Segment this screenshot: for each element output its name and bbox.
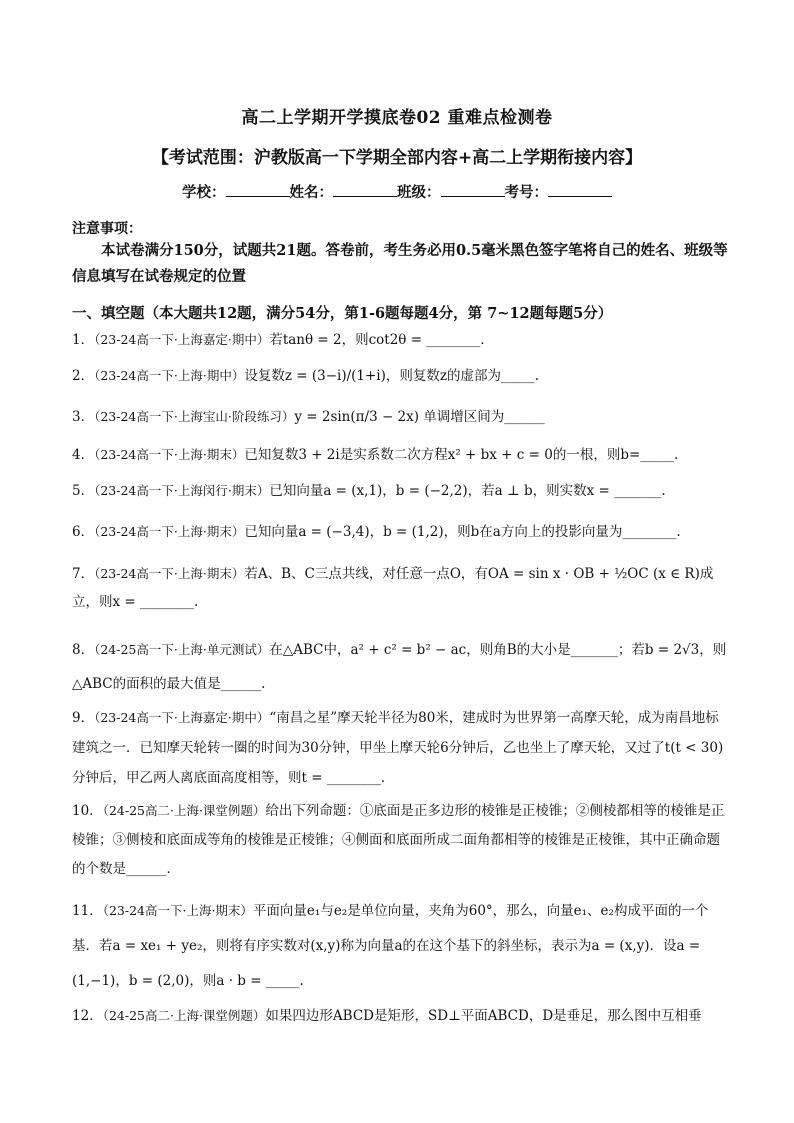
question-number: 7． bbox=[72, 566, 95, 582]
question-1 bbox=[72, 326, 728, 354]
question-text: 平面向量e₁与e₂是单位向量，夹角为60°，那么，向量e₁、e₂构成平面的一个基．若a = xe₁ + ye₂，则将有序实数对(x,y)称为向量a的在这个基下的斜坐标，表示为a = (x,y)．设a = (1,−1)，b = (2,0)，则a · b = _____. bbox=[72, 903, 709, 989]
question-number: 2． bbox=[72, 368, 95, 384]
question-number: 4． bbox=[72, 447, 95, 463]
question-text: 已知向量a = (x,1)，b = (−2,2)，若a ⊥ b，则实数x = _______. bbox=[269, 483, 666, 499]
notice-heading: 注意事项： bbox=[72, 221, 142, 237]
school-blank[interactable] bbox=[226, 196, 290, 197]
question-12 bbox=[72, 1002, 728, 1030]
question-number: 9． bbox=[72, 710, 95, 726]
exam-scope: 【考试范围：沪教版高一下学期全部内容+高二上学期衔接内容】 bbox=[151, 148, 643, 168]
question-number: 8． bbox=[72, 642, 95, 658]
class-blank[interactable] bbox=[441, 196, 505, 197]
question-4 bbox=[72, 441, 728, 469]
student-info-line bbox=[0, 181, 794, 202]
name-blank[interactable] bbox=[333, 196, 397, 197]
name-label: 姓名： bbox=[289, 184, 333, 201]
question-text: 若A、B、C三点共线，对任意一点O，有OA = sin x · OB + ½OC (x ∈ R)成立，则x = ________. bbox=[72, 566, 714, 610]
number-blank[interactable] bbox=[548, 196, 612, 197]
question-number: 12． bbox=[72, 1008, 103, 1024]
question-number: 1． bbox=[72, 332, 95, 348]
question-text: y = 2sin(π/3 − 2x) 单调增区间为______ bbox=[294, 409, 545, 425]
notice-body: 本试卷满分150分，试题共21题。答卷前，考生务必用0.5毫米黑色签字笔将自己的姓名、班级等信息填写在试卷规定的位置 bbox=[72, 242, 728, 285]
question-source: （23-24高一下·上海·期末） bbox=[102, 903, 253, 918]
question-8 bbox=[72, 633, 728, 701]
class-label: 班级： bbox=[397, 184, 441, 201]
school-label: 学校： bbox=[182, 184, 226, 201]
question-source: （23-24高一下·上海嘉定·期中） bbox=[94, 332, 270, 347]
question-source: （24-25高二·上海·课堂例题） bbox=[102, 1008, 266, 1023]
question-number: 10． bbox=[72, 803, 103, 819]
question-number: 11． bbox=[72, 903, 103, 919]
question-text: 如果四边形ABCD是矩形，SD⊥平面ABCD，D是垂足，那么图中互相垂 bbox=[265, 1008, 702, 1024]
question-9 bbox=[72, 703, 728, 793]
question-source: （23-24高一下·上海宝山·阶段练习） bbox=[94, 409, 295, 424]
question-text: 在△ABC中，a² + c² = b² − ac，则角B的大小是_______；若b = 2√3，则△ABC的面积的最大值是______. bbox=[72, 642, 727, 692]
section-title: 一、填空题（本大题共12题，满分54分，第1-6题每题4分，第 7~12题每题5分） bbox=[72, 305, 613, 322]
question-number: 3． bbox=[72, 409, 95, 425]
question-10 bbox=[72, 796, 728, 884]
question-text: “南昌之星”摩天轮半径为80米，建成时为世界第一高摩天轮，成为南昌地标建筑之一．已知摩天轮转一圈的时间为30分钟，甲坐上摩天轮6分钟后，乙也坐上了摩天轮，又过了t(t < 30)分钟后，甲乙两人离底面高度相等，则t = ________． bbox=[72, 710, 724, 786]
question-6 bbox=[72, 518, 728, 546]
question-text: 设复数z = (3−i)/(1+i)，则复数z的虚部为_____. bbox=[244, 368, 540, 384]
question-7 bbox=[72, 560, 728, 616]
question-3 bbox=[72, 403, 728, 431]
question-11 bbox=[72, 893, 728, 999]
question-source: （23-24高一下·上海·期中） bbox=[94, 368, 245, 383]
question-text: 已知复数3 + 2i是实系数二次方程x² + bx + c = 0的一根，则b=_____. bbox=[244, 447, 679, 463]
question-source: （23-24高一下·上海嘉定·期中） bbox=[94, 710, 270, 725]
page-title: 高二上学期开学摸底卷02 重难点检测卷 bbox=[241, 108, 553, 128]
question-text: 给出下列命题：①底面是正多边形的棱锥是正棱锥；②侧棱都相等的棱锥是正棱锥；③侧棱和底面成等角的棱锥是正棱锥；④侧面和底面所成二面角都相等的棱锥是正棱锥，其中正确命题的个数是______． bbox=[72, 803, 725, 877]
question-source: （23-24高一下·上海·期末） bbox=[94, 524, 245, 539]
question-number: 6． bbox=[72, 524, 95, 540]
question-text: 已知向量a = (−3,4)，b = (1,2)，则b在a方向上的投影向量为________. bbox=[244, 524, 681, 540]
question-2 bbox=[72, 362, 728, 390]
question-source: （23-24高一下·上海·期末） bbox=[94, 447, 245, 462]
question-source: （23-24高一下·上海·期末） bbox=[94, 566, 245, 581]
question-text: 若tanθ = 2，则cot2θ = ________． bbox=[269, 332, 494, 348]
question-5 bbox=[72, 477, 728, 505]
question-source: （24-25高二·上海·课堂例题） bbox=[102, 803, 266, 818]
number-label: 考号： bbox=[504, 184, 548, 201]
question-source: （24-25高一下·上海·单元测试） bbox=[94, 642, 270, 657]
question-number: 5． bbox=[72, 483, 95, 499]
question-source: （23-24高一下·上海闵行·期末） bbox=[94, 483, 270, 498]
